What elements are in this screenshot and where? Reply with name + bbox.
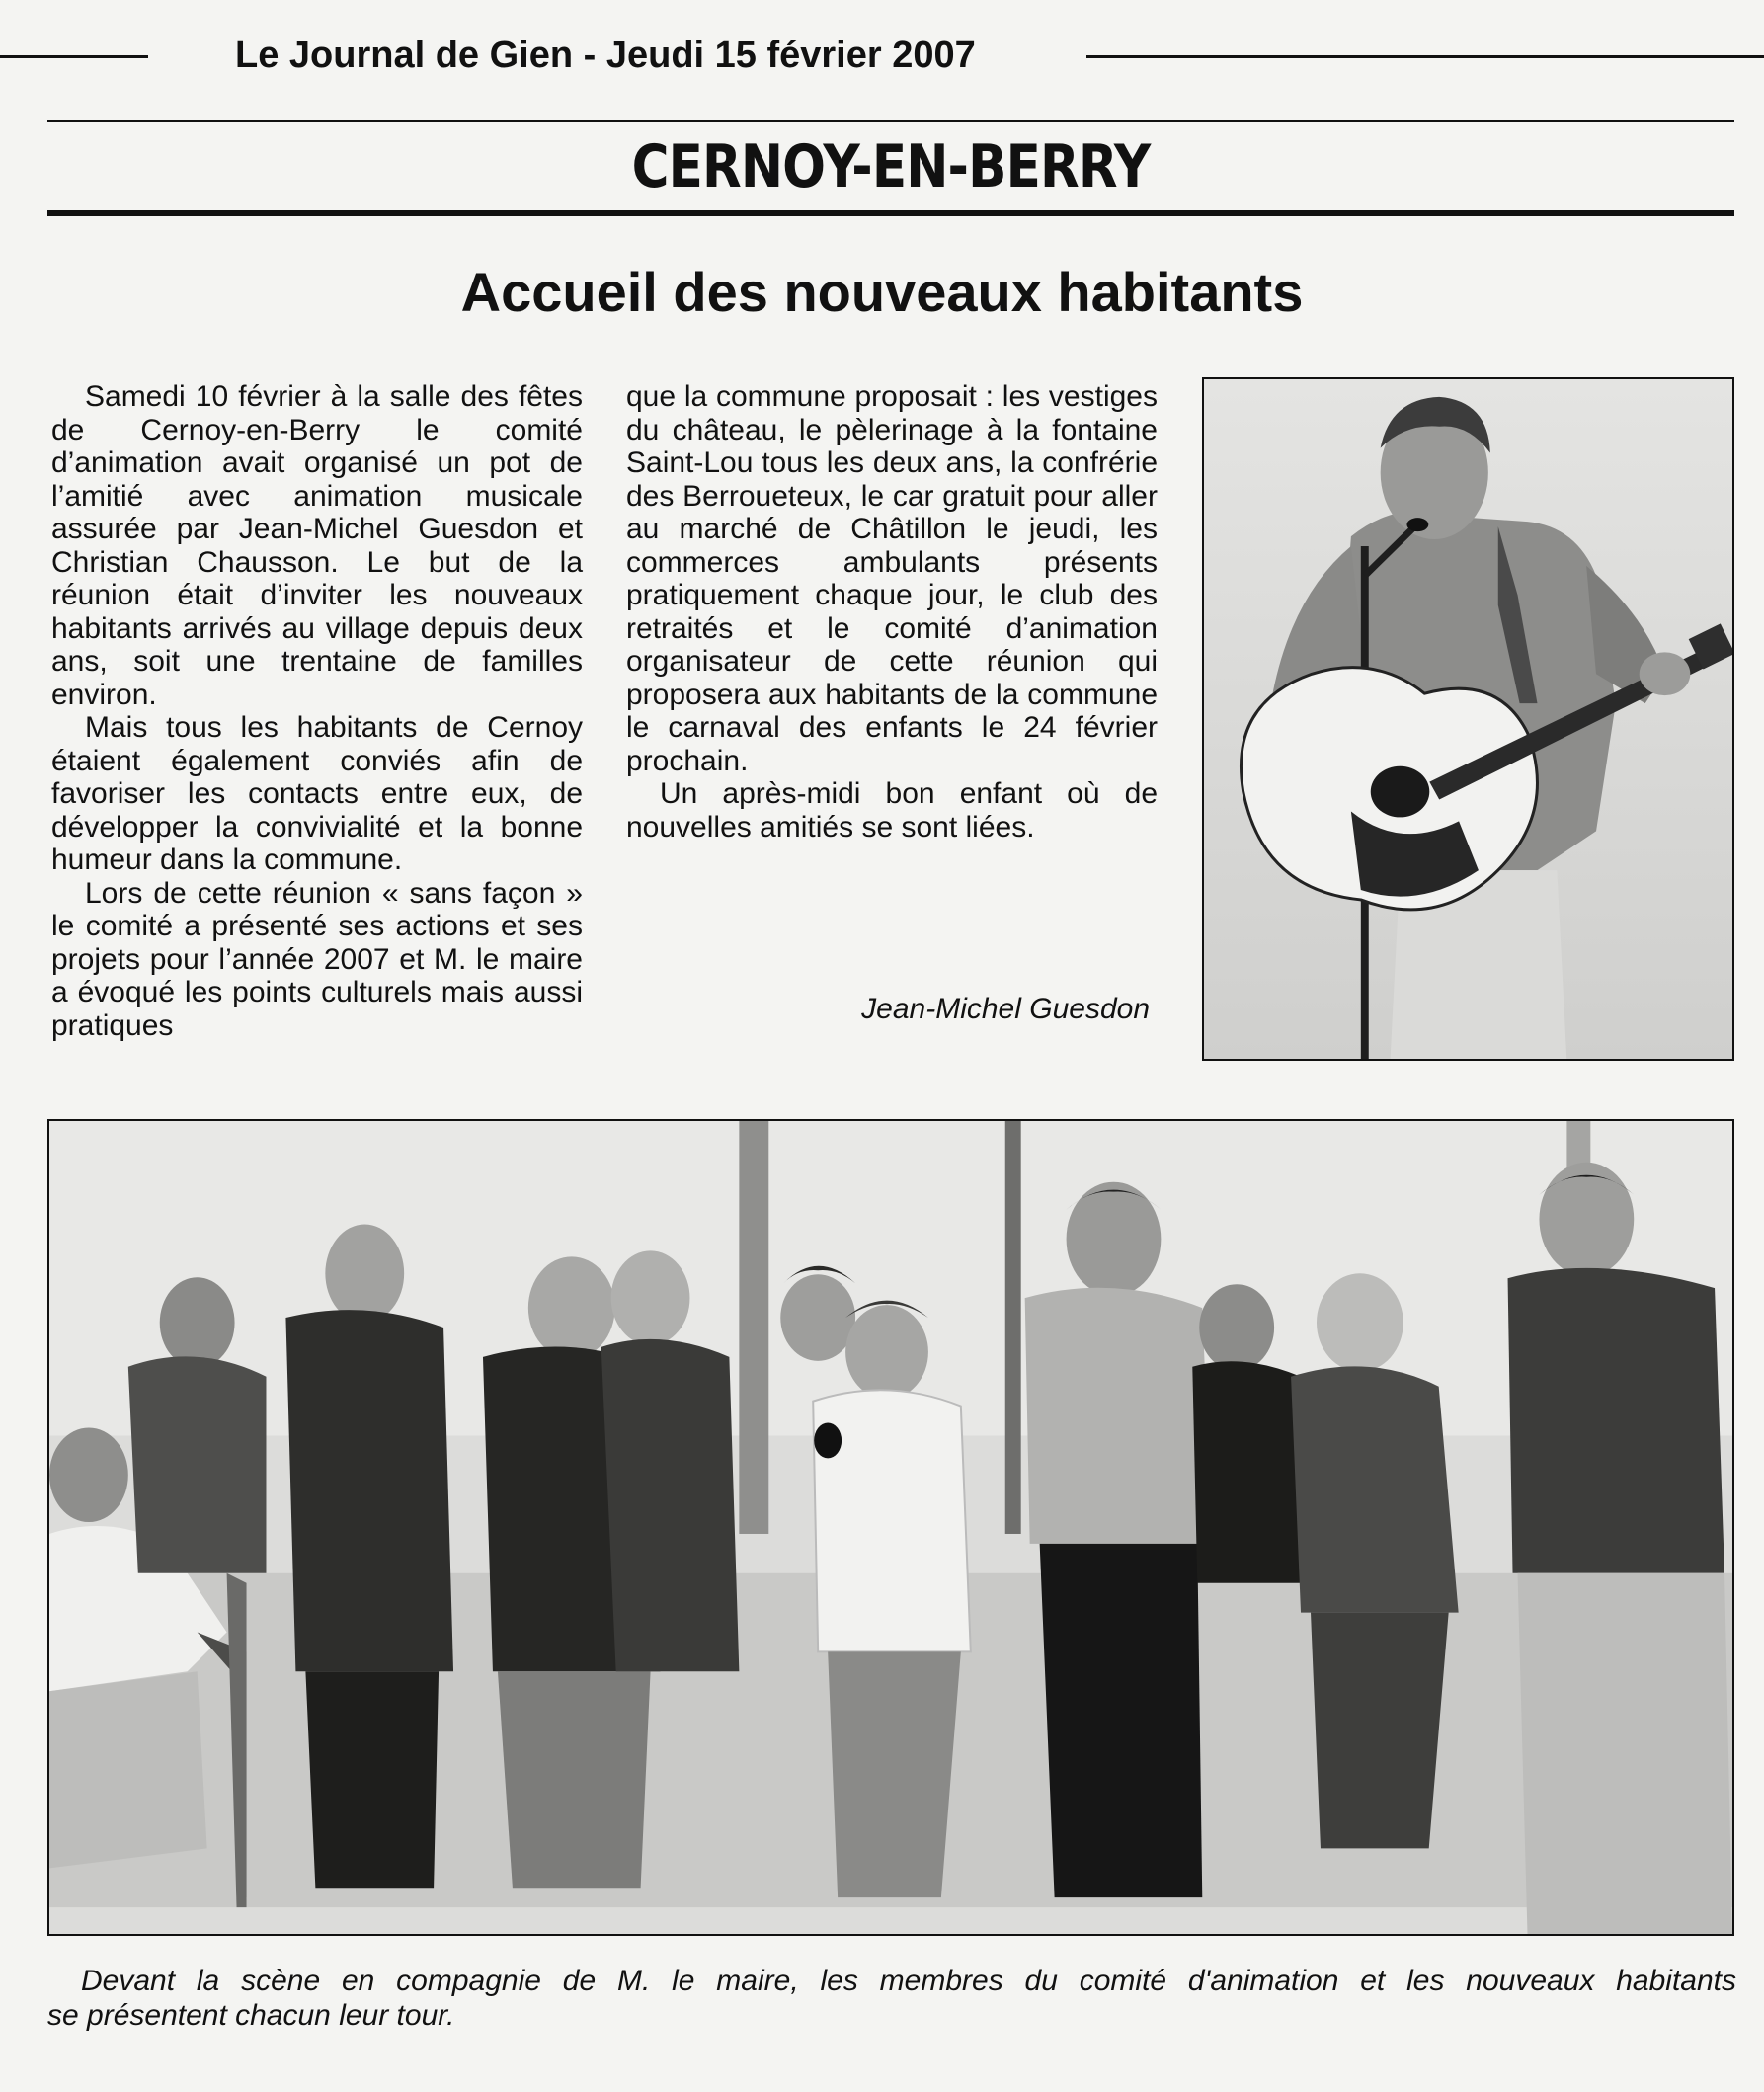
article-paragraph: Un après-midi bon enfant où de nouvelles amitiés se sont liées. [626, 777, 1158, 844]
photo-caption [47, 1964, 1736, 2033]
article-paragraph: Mais tous les habitants de Cernoy étaient également conviés afin de favoriser les contacts entre eux, de développer la convivialité et la bonne humeur dans la commune. [51, 711, 583, 876]
photo-guitarist [1202, 377, 1734, 1061]
masthead-rule-right [1086, 55, 1764, 58]
masthead-rule-left [0, 55, 148, 58]
masthead [0, 28, 1764, 83]
article-byline: Jean-Michel Guesdon [861, 993, 1150, 1025]
article-column-2 [626, 380, 1158, 844]
article-paragraph: Lors de cette réunion « sans façon » le comité a présenté ses actions et ses projets pour l’année 2007 et M. le maire a évoqué les points culturels mais aussi pratiques [51, 876, 583, 1042]
photo-guitarist-image [1204, 379, 1732, 1059]
section-rule-bottom [47, 210, 1734, 216]
masthead-text: Le Journal de Gien - Jeudi 15 février 2007 [235, 35, 976, 76]
photo-group-image [49, 1121, 1732, 1934]
photo-caption-line-1: Devant la scène en compagnie de M. le maire, les membres du comité d'animation et les nouveaux habitants [81, 1965, 1736, 1997]
article-headline: Accueil des nouveaux habitants [460, 261, 1304, 323]
photo-group [47, 1119, 1734, 1936]
article-paragraph: que la commune proposait : les vestiges du château, le pèlerinage à la fontaine Saint-Lou tous les deux ans, la confrérie des Berroueteux, le car gratuit pour aller au marché de Châtillon le jeudi, les commerces ambulants présents pratiquement chaque jour, le club des retraités et le comité d’animation organisateur de cette réunion qui proposera aux habitants de la commune le carnaval des enfants le 24 février prochain. [626, 380, 1158, 777]
section-title: CERNOY-EN-BERRY [631, 132, 1151, 201]
article-paragraph: Samedi 10 février à la salle des fêtes de Cernoy-en-Berry le comité d’animation avait organisé un pot de l’amitié avec animation musicale assurée par Jean-Michel Guesdon et Christian Chausson. Le but de la réunion était d’inviter les nouveaux habitants arrivés au village depuis deux ans, soit une trentaine de familles environ. [51, 380, 583, 711]
article-column-1 [51, 380, 583, 1042]
section-rule-top [47, 120, 1734, 122]
photo-caption-line-2: se présentent chacun leur tour. [47, 1999, 455, 2032]
